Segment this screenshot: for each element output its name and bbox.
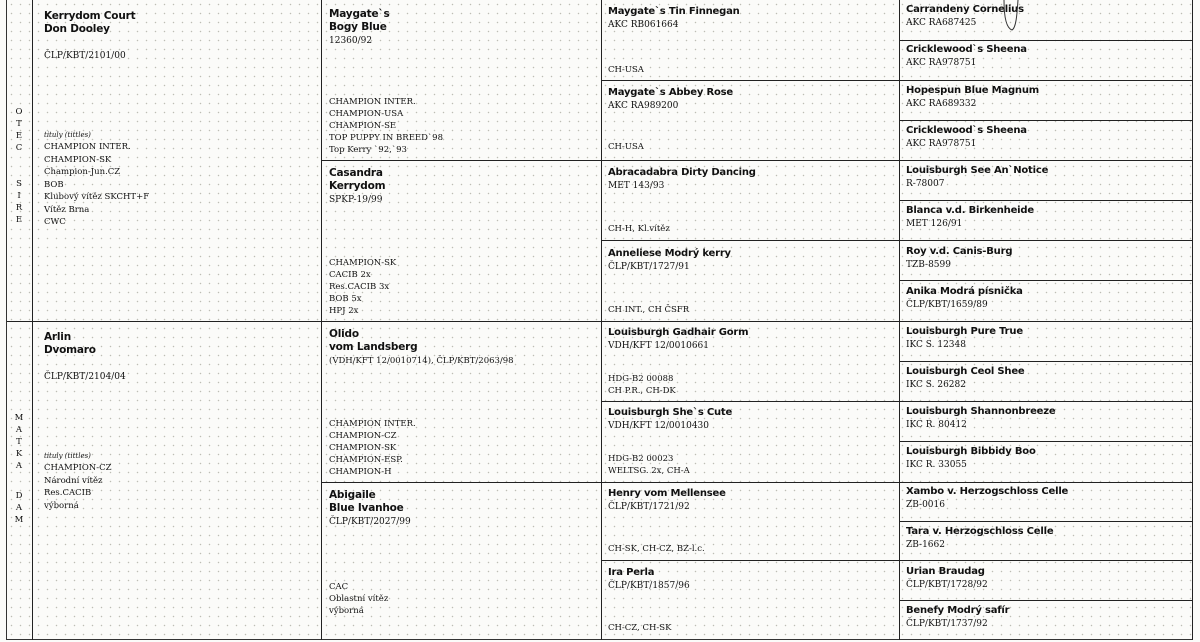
title-item: Top Kerry `92,`93 [329,145,407,155]
name-line-1: Abigaile [329,489,376,501]
divider [899,0,900,640]
side-letter: K [15,449,24,459]
registration: TZB-8599 [906,260,951,270]
titles: CH INT., CH ČSFR [608,305,690,315]
side-letter: A [15,503,24,513]
ancestor-cell-g4 [906,566,1188,591]
divider [601,240,1193,241]
sire-cell [44,10,314,315]
titles: CH-USA [608,65,644,75]
registration: ČLP/KBT/1857/96 [608,581,690,591]
title-item: Res.CACIB [44,488,92,498]
ancestor-cell-g4 [906,486,1188,511]
ancestor-cell-g4 [906,85,1188,110]
ancestor-cell-g4 [906,165,1188,190]
side-letter: M [14,515,25,525]
title-item: CHAMPION-H [329,467,392,477]
divider [7,321,1193,322]
great-grandparent-cell [608,407,893,477]
divider [1192,0,1193,640]
great-grandparent-cell [608,87,893,153]
registration: (VDH/KFT 12/0010714), ČLP/KBT/2063/98 [329,356,514,366]
registration: ČLP/KBT/1721/92 [608,502,690,512]
ancestor-cell-g4 [906,4,1188,29]
titles-list [329,96,443,156]
ancestor-name: Carrandeny Cornelius [906,4,1024,15]
side-letter: A [15,461,24,471]
title-item: Res.CACIB 3x [329,282,390,292]
side-letter: T [16,437,23,447]
grandparent-cell [329,167,597,317]
ancestor-name: Hopespun Blue Magnum [906,85,1039,96]
side-letter: T [16,119,23,129]
name-line-2: Bogy Blue [329,21,387,33]
ancestor-cell-g4 [906,246,1188,271]
dam-name-line-1: Arlin [44,331,71,343]
titles-list [329,418,416,478]
side-letter: A [15,425,24,435]
title-item: Champion-Jun.CZ [44,167,121,177]
title-item: výborná [329,606,364,616]
name-line-1: Maygate`s [329,8,390,20]
ancestor-name: Louisburgh Bibbidy Boo [906,446,1036,457]
registration: VDH/KFT 12/0010661 [608,341,709,351]
ancestor-cell-g4 [906,605,1188,630]
registration: ČLP/KBT/1728/92 [906,580,988,590]
title-item: BOB [44,179,64,190]
great-grandparent-cell [608,567,893,634]
ancestor-name: Benefy Modrý safír [906,605,1010,616]
divider [601,80,1193,81]
ancestor-name: Louisburgh Shannonbreeze [906,406,1056,417]
title-item: Klubový vítěz SKCHT+F [44,192,150,202]
divider [899,200,1193,201]
titles-block [608,373,676,397]
divider [899,361,1193,362]
ancestor-name: Abracadabra Dirty Dancing [608,167,756,178]
ancestor-name: Anika Modrá písnička [906,286,1023,297]
great-grandparent-cell [608,6,893,76]
registration: AKC RB061664 [608,20,679,30]
dam-registration: ČLP/KBT/2104/04 [44,372,126,382]
name-line-2: Kerrydom [329,180,386,192]
registration: VDH/KFT 12/0010430 [608,421,709,431]
dam-side-label [7,412,32,526]
dam-name-line-2: Dvomaro [44,344,96,356]
divider [899,40,1193,41]
side-letter: M [14,413,25,423]
registration: 12360/92 [329,36,373,46]
registration: MET 143/93 [608,181,665,191]
dam-titles [44,451,112,512]
registration: ČLP/KBT/2027/99 [329,517,411,527]
title-item: Národní vítěz [44,475,103,486]
sire-titles [44,130,149,229]
divider [899,600,1193,601]
registration: SPKP-19/99 [329,195,383,205]
ancestor-name: Blanca v.d. Birkenheide [906,205,1034,216]
ancestor-name: Louisburgh Ceol Shee [906,366,1025,377]
side-letter: O [15,107,24,117]
titles-header: tituly (tittles) [44,452,91,460]
sire-name-line-2: Don Dooley [44,23,110,35]
titles: WELTSG. 2x, CH-A [608,466,690,476]
registration: ZB-0016 [906,500,945,510]
ancestor-cell-g4 [906,326,1188,351]
title-item: CHAMPION-SK [44,154,112,165]
side-letter: R [15,203,24,213]
divider [899,120,1193,121]
ancestor-name: Louisburgh She`s Cute [608,407,733,418]
name-line-2: Blue Ivanhoe [329,502,404,514]
great-grandparent-cell [608,327,893,397]
registration: IKC S. 12348 [906,340,966,350]
ancestor-name: Tara v. Herzogschloss Celle [906,526,1054,537]
ancestor-name: Henry vom Mellensee [608,488,726,499]
title-item: CACIB 2x [329,270,371,280]
title-item: CAC [329,582,349,592]
ancestor-name: Roy v.d. Canis-Burg [906,246,1013,257]
registration: IKC R. 80412 [906,420,967,430]
ancestor-name: Ira Perla [608,567,655,578]
titles: CH-USA [608,142,644,152]
side-letter: E [15,131,24,141]
dam-cell [44,331,314,636]
registration: MET 126/91 [906,219,963,229]
title-item: výborná [44,500,79,511]
title-item: CHAMPION-USA [329,109,404,119]
ancestor-name: Maygate`s Abbey Rose [608,87,733,98]
ancestor-name: Louisburgh Pure True [906,326,1023,337]
titles-block [608,453,690,477]
registration: AKC RA989200 [608,101,679,111]
ancestor-name: Maygate`s Tin Finnegan [608,6,740,17]
title-item: CHAMPION-ESP. [329,455,403,465]
sire-name-line-1: Kerrydom Court [44,10,136,22]
titles-list [329,581,388,617]
titles: CH P.R., CH-DK [608,386,676,396]
title-item: CHAMPION-SK [329,258,397,268]
title-item: CHAMPION-CZ [329,431,397,441]
title-item: CHAMPION INTER. [44,142,131,152]
grandparent-cell [329,489,597,617]
ancestor-name: Louisburgh See An`Notice [906,165,1049,176]
side-letter: I [17,191,22,201]
title-item: CHAMPION-SE [329,121,397,131]
registration: AKC RA978751 [906,139,977,149]
grandparent-cell [329,328,597,478]
title-item: CHAMPION INTER. [329,97,416,107]
divider [601,0,602,640]
side-letter: C [15,143,24,153]
title-item: CWC [44,217,66,227]
name-line-2: vom Landsberg [329,341,418,353]
registration: AKC RA978751 [906,58,977,68]
registration: IKC R. 33055 [906,460,967,470]
ancestor-cell-g4 [906,446,1188,471]
divider [899,280,1193,281]
divider [32,0,33,640]
ancestor-name: Louisburgh Gadhair Gorm [608,327,749,338]
ancestor-name: Anneliese Modrý kerry [608,248,731,259]
divider [321,0,322,640]
titles-header: tituly (tittles) [44,131,91,139]
divider [321,482,1193,483]
side-letter: D [15,491,24,501]
divider [601,560,1193,561]
great-grandparent-cell [608,248,893,316]
titles: CH-SK, CH-CZ, BZ-l.c. [608,544,705,554]
ancestor-name: Cricklewood`s Sheena [906,44,1027,55]
registration: ČLP/KBT/1727/91 [608,262,690,272]
side-letter: E [15,215,24,225]
sire-registration: ČLP/KBT/2101/00 [44,51,126,61]
ancestor-cell-g4 [906,44,1188,69]
grandparent-cell [329,8,597,156]
sire-side-label [7,106,32,226]
title-item: CHAMPION INTER. [329,419,416,429]
registration: AKC RA689332 [906,99,977,109]
title-item: HPJ 2x [329,306,359,316]
extra-registration: HDG-B2 00023 [608,454,674,464]
ancestor-name: Xambo v. Herzogschloss Celle [906,486,1069,497]
great-grandparent-cell [608,167,893,235]
registration: ČLP/KBT/1659/89 [906,300,988,310]
ancestor-name: Urian Braudag [906,566,985,577]
ancestor-cell-g4 [906,406,1188,431]
ancestor-name: Cricklewood`s Sheena [906,125,1027,136]
name-line-1: Casandra [329,167,383,179]
ancestor-cell-g4 [906,526,1188,551]
ancestor-cell-g4 [906,205,1188,230]
title-item: CHAMPION-CZ [44,463,112,473]
registration: ČLP/KBT/1737/92 [906,619,988,629]
title-item: TOP PUPPY IN BREED`98 [329,133,443,143]
ancestor-cell-g4 [906,366,1188,391]
extra-registration: HDG-B2 00088 [608,374,674,384]
registration: AKC RA687425 [906,18,977,28]
title-item: Oblastní vítěz [329,594,389,604]
divider [321,160,1193,161]
pen-scribble [1000,0,1020,40]
divider [899,521,1193,522]
titles-list [329,257,396,317]
titles: CH-CZ, CH-SK [608,623,672,633]
ancestor-cell-g4 [906,286,1188,311]
title-item: BOB 5x [329,294,362,304]
registration: IKC S. 26282 [906,380,966,390]
title-item: Vítěz Brna [44,204,90,215]
title-item: CHAMPION-SK [329,443,397,453]
divider [899,441,1193,442]
pedigree-sheet [6,0,1192,640]
side-letter: S [16,179,23,189]
name-line-1: Olido [329,328,359,340]
ancestor-cell-g4 [906,125,1188,150]
divider [601,401,1193,402]
great-grandparent-cell [608,488,893,555]
titles: CH-H, Kl.vítěz [608,224,670,234]
registration: R-78007 [906,179,945,189]
registration: ZB-1662 [906,540,945,550]
